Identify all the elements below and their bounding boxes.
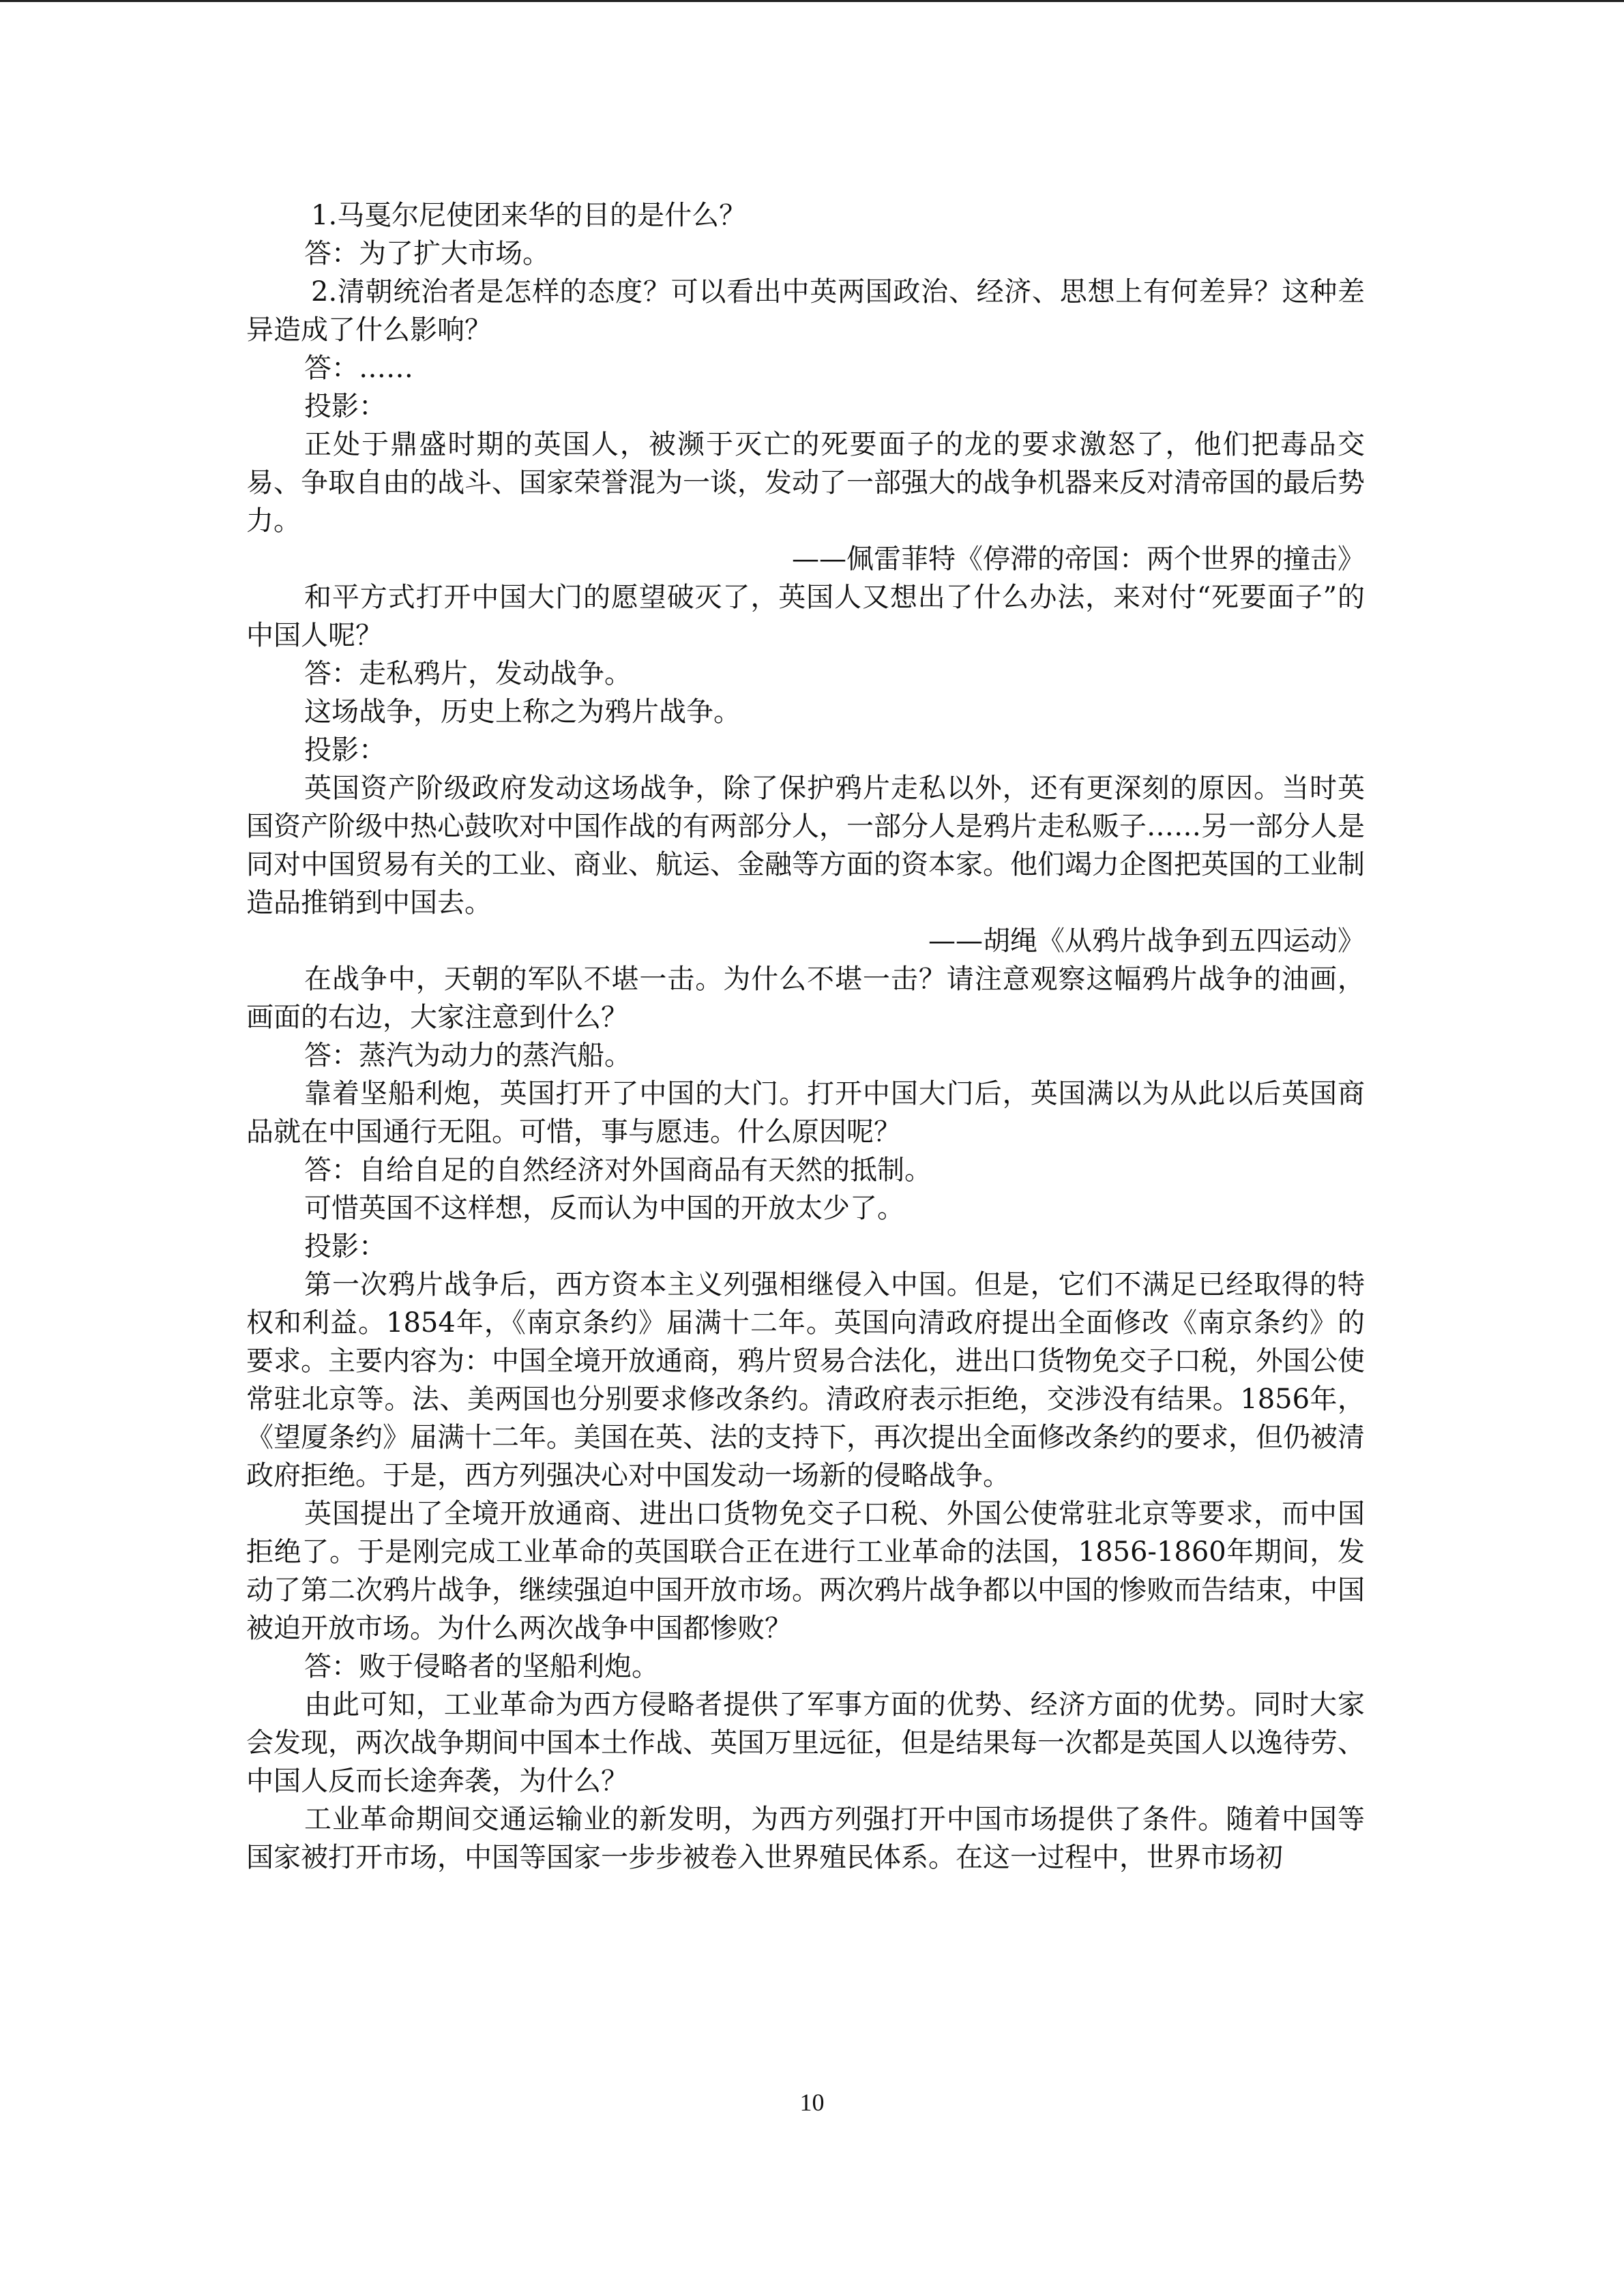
body-paragraph: 英国提出了全境开放通商、进出口货物免交子口税、外国公使常驻北京等要求，而中国拒绝了。于是刚完成工业革命的英国联合正在进行工业革命的法国，1856-1860年期间，发动了第二次鸦片战争，继续强迫中国开放市场。两次鸦片战争都以中国的惨败而告结束，中国被迫开放市场。为什么两次战争中国都惨败？ (246, 1498, 1365, 1644)
answer-paragraph: 答：自给自足的自然经济对外国商品有天然的抵制。 (304, 1154, 932, 1186)
answer-paragraph: 答：败于侵略者的坚船利炮。 (304, 1651, 659, 1682)
quote-attribution: ——佩雷菲特《停滞的帝国：两个世界的撞击》 (792, 543, 1365, 575)
body-paragraph: 靠着坚船利炮，英国打开了中国的大门。打开中国大门后，英国满以为从此以后英国商品就在中国通行无阻。可惜，事与愿违。什么原因呢？ (246, 1078, 1365, 1148)
answer-paragraph: 答：蒸汽为动力的蒸汽船。 (304, 1040, 632, 1071)
quote-attribution: ——胡绳《从鸦片战争到五四运动》 (928, 925, 1365, 957)
question-2: 2.清朝统治者是怎样的态度？可以看出中英两国政治、经济、思想上有何差异？这种差异造成了什么影响？ (246, 276, 1365, 346)
body-paragraph: 由此可知，工业革命为西方侵略者提供了军事方面的优势、经济方面的优势。同时大家会发现，两次战争期间中国本土作战、英国万里远征，但是结果每一次都是英国人以逸待劳、中国人反而长途奔袭，为什么？ (246, 1689, 1365, 1797)
projection-label: 投影： (304, 734, 386, 766)
answer-paragraph: 答：走私鸦片，发动战争。 (304, 658, 632, 689)
question-1: 1.马戛尔尼使团来华的目的是什么？ (311, 200, 747, 231)
projection-label: 投影： (304, 1231, 386, 1262)
body-paragraph: 在战争中，天朝的军队不堪一击。为什么不堪一击？请注意观察这幅鸦片战争的油画，画面的右边，大家注意到什么？ (246, 964, 1365, 1033)
projection-label: 投影： (304, 391, 386, 422)
top-border-line (0, 0, 1624, 2)
body-paragraph: 可惜英国不这样想，反而认为中国的开放太少了。 (304, 1193, 904, 1224)
document-body (246, 196, 1365, 1877)
answer-2: 答：…… (304, 353, 413, 384)
body-paragraph: 和平方式打开中国大门的愿望破灭了，英国人又想出了什么办法，来对付“死要面子”的中国人呢？ (246, 582, 1365, 651)
answer-1: 答：为了扩大市场。 (304, 238, 550, 269)
quote-hu-sheng: 英国资产阶级政府发动这场战争，除了保护鸦片走私以外，还有更深刻的原因。当时英国资产阶级中热心鼓吹对中国作战的有两部分人，一部分人是鸦片走私贩子……另一部分人是同对中国贸易有关的工业、商业、航运、金融等方面的资本家。他们竭力企图把英国的工业制造品推销到中国去。 (246, 773, 1365, 919)
body-paragraph: 这场战争，历史上称之为鸦片战争。 (304, 696, 741, 728)
projection-text: 第一次鸦片战争后，西方资本主义列强相继侵入中国。但是，它们不满足已经取得的特权和利益。1854年，《南京条约》届满十二年。英国向清政府提出全面修改《南京条约》的要求。主要内容为：中国全境开放通商，鸦片贸易合法化，进出口货物免交子口税，外国公使常驻北京等。法、美两国也分别要求修改条约。清政府表示拒绝，交涉没有结果。1856年，《望厦条约》届满十二年。美国在英、法的支持下，再次提出全面修改条约的要求，但仍被清政府拒绝。于是，西方列强决心对中国发动一场新的侵略战争。 (246, 1269, 1365, 1491)
body-paragraph: 工业革命期间交通运输业的新发明，为西方列强打开中国市场提供了条件。随着中国等国家被打开市场，中国等国家一步步被卷入世界殖民体系。在这一过程中，世界市场初 (246, 1804, 1365, 1873)
quote-peyrefitte: 正处于鼎盛时期的英国人，被濒于灭亡的死要面子的龙的要求激怒了，他们把毒品交易、争取自由的战斗、国家荣誉混为一谈，发动了一部强大的战争机器来反对清帝国的最后势力。 (246, 429, 1365, 537)
page-number: 10 (799, 2089, 825, 2116)
